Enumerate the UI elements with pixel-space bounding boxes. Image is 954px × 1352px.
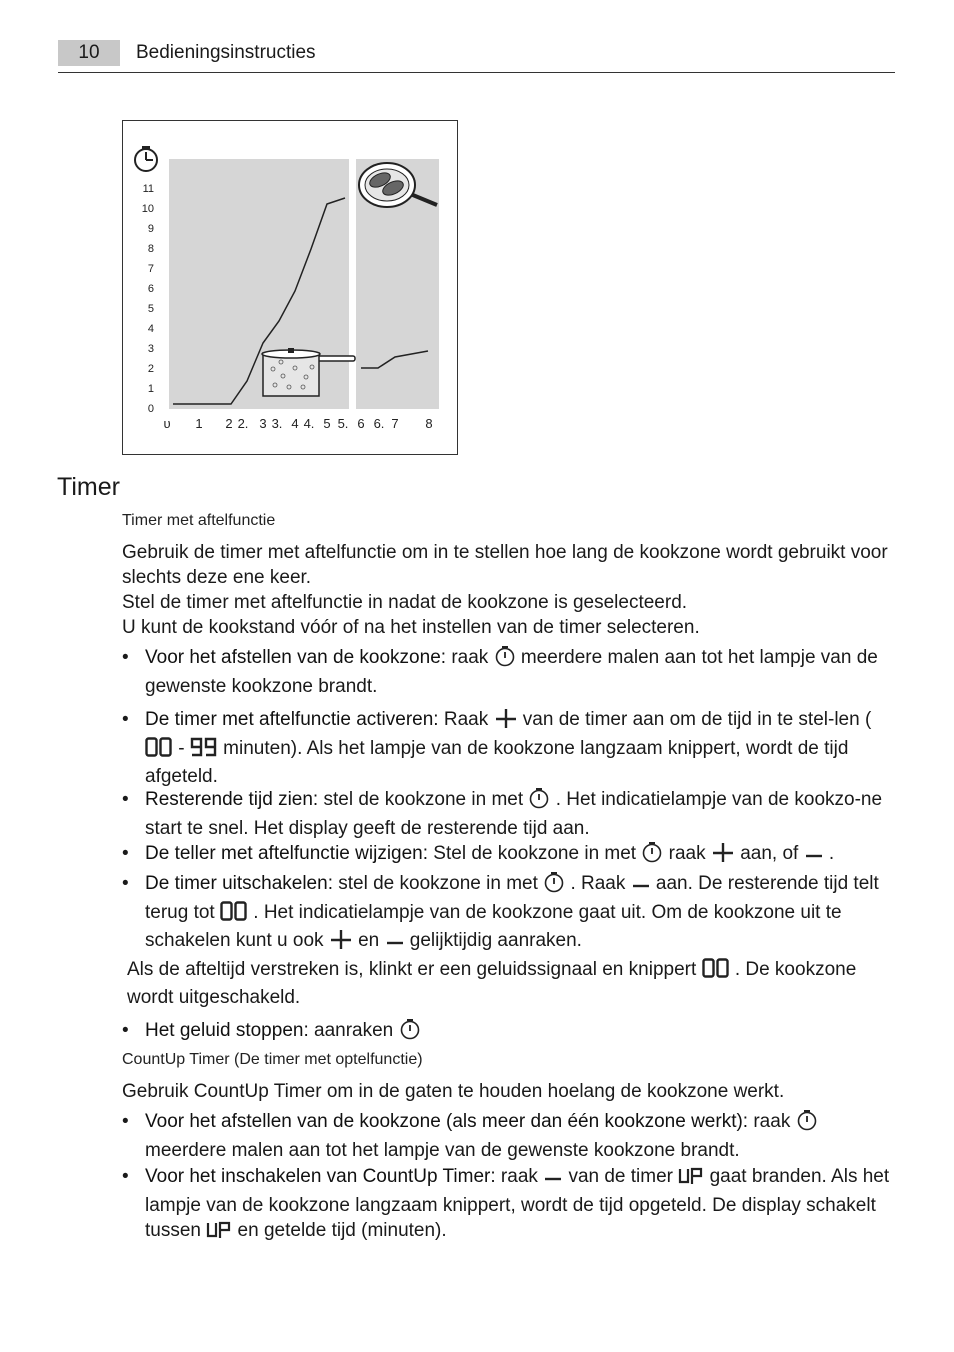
page-number: 10 [58,40,120,66]
y-axis-ticks [142,183,154,415]
countdown-bold-line: Stel de timer met aftelfunctie in nadat de kookzone is geselecteerd. [122,592,688,613]
plus-key-icon [329,928,353,957]
countdown-intro: Gebruik de timer met aftelfunctie om in te stellen hoe lang de kookzone wordt gebruikt voor slechts deze ene keer. [122,542,888,588]
timer-key-icon [641,841,663,870]
display-up-icon [678,1165,704,1192]
plus-key-icon [711,841,735,870]
x-tick-label: 6. [373,416,385,431]
x-tick-label: 1 [195,416,203,431]
display-00-icon [145,737,173,764]
x-tick-label: 7 [391,416,399,431]
minus-key-icon [631,871,651,900]
y-tick-label: 11 [142,183,154,195]
y-tick-label: 1 [147,383,154,395]
y-tick-label: 0 [147,403,154,415]
y-tick-label: 10 [141,203,154,215]
minus-key-icon [804,841,824,870]
y-tick-label: 2 [147,363,154,375]
countup-intro: Gebruik CountUp Timer om in de gaten te houden hoelang de kookzone werkt. [122,1081,785,1102]
x-tick-label: 4 [291,416,299,431]
timer-key-icon [543,871,565,900]
countdown-line3: U kunt de kookstand vóór of na het instellen van de timer selecteren. [122,617,700,638]
section-title: Timer [57,473,120,501]
timer-key-icon [796,1109,818,1138]
display-00-icon [220,901,248,928]
clock-icon [135,146,157,171]
timer-key-icon [494,645,516,674]
expire-paragraph: Als de afteltijd verstreken is, klinkt er een geluidssignaal en knippert . De kookzone wordt uitgeschakeld. [127,959,857,1008]
x-tick-label: 3. [271,416,283,431]
timer-key-icon [528,787,550,816]
heat-level-figure [122,120,458,455]
countdown-subtitle: Timer met aftelfunctie [122,512,276,529]
y-tick-label: 8 [147,243,154,255]
minus-key-icon [385,928,405,957]
y-tick-label: 7 [147,263,154,275]
x-tick-label: ᴜ [163,416,171,431]
y-tick-label: 5 [147,303,154,315]
display-up-icon [206,1219,232,1246]
x-tick-label: 6 [357,416,365,431]
y-tick-label: 6 [147,283,154,295]
display-99-icon [190,737,218,764]
y-tick-label: 3 [147,343,154,355]
x-tick-label: 8 [425,416,433,431]
page-header [58,40,895,73]
y-tick-label: 9 [147,223,154,235]
y-tick-label: 4 [147,323,154,335]
minus-key-icon [543,1164,563,1193]
x-axis-ticks [163,416,432,431]
x-tick-label: 5. [337,416,349,431]
countup-subtitle: CountUp Timer (De timer met optelfunctie) [122,1051,423,1068]
x-tick-label: 2 [225,416,233,431]
plus-key-icon [494,707,518,736]
header-title: Bedieningsinstructies [136,42,316,63]
heat-level-diagram [123,121,457,454]
x-tick-label: 5 [323,416,331,431]
x-tick-label: 2. [237,416,249,431]
x-tick-label: 4. [303,416,315,431]
heat-up-panel [169,159,349,409]
timer-key-icon [399,1018,421,1047]
display-00-icon [702,958,730,985]
x-tick-label: 3 [259,416,267,431]
